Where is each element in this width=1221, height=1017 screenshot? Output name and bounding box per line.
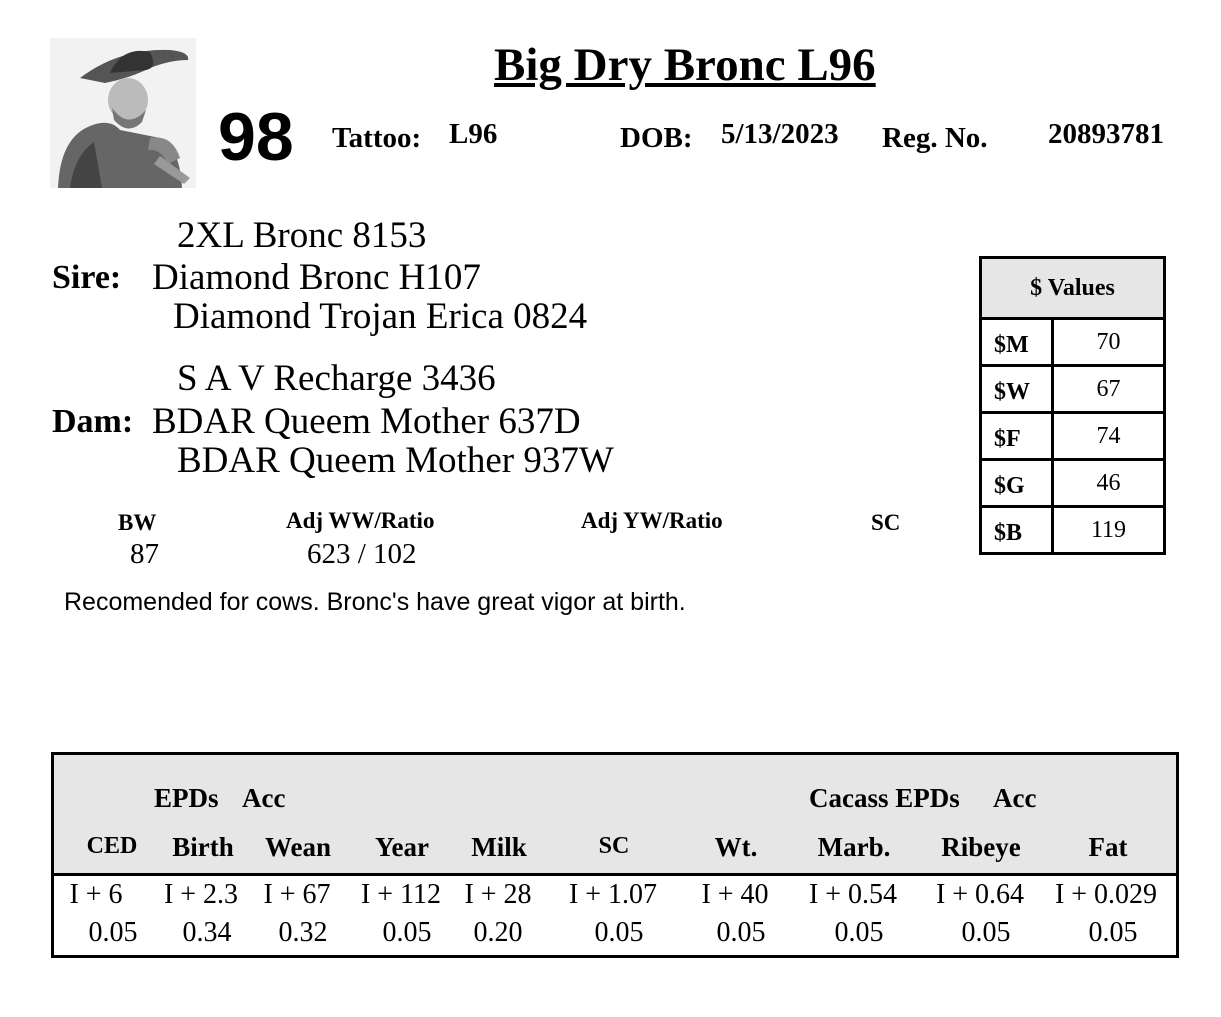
dob-label: DOB: xyxy=(620,122,693,154)
dollar-value-amount: 74 xyxy=(1053,413,1165,460)
epd-col-wean: Wean xyxy=(264,832,332,862)
tattoo-value: L96 xyxy=(449,118,498,150)
epd-accuracy: 0.05 xyxy=(834,917,884,948)
epd-value: I + 112 xyxy=(360,879,442,910)
epd-accuracy: 0.05 xyxy=(382,917,432,948)
reg-no-value: 20893781 xyxy=(1048,118,1164,150)
epd-col-sc: SC xyxy=(598,833,630,859)
sc-label: SC xyxy=(871,510,901,535)
epd-accuracy: 0.05 xyxy=(716,917,766,948)
sire-dam: Diamond Trojan Erica 0824 xyxy=(173,296,588,337)
adj-yw-label: Adj YW/Ratio xyxy=(581,508,723,533)
sire-name: Diamond Bronc H107 xyxy=(152,257,481,298)
epd-col-ribeye: Ribeye xyxy=(941,832,1021,862)
epd-table xyxy=(51,752,1179,958)
dollar-values-row xyxy=(981,366,1165,413)
epd-value: I + 1.07 xyxy=(568,879,658,910)
bw-label: BW xyxy=(118,510,157,535)
epd-value: I + 28 xyxy=(464,879,532,910)
epd-accuracy: 0.05 xyxy=(594,917,644,948)
epd-acc-label: Acc xyxy=(242,783,286,813)
epd-col-ced: CED xyxy=(86,833,138,859)
dollar-value-amount: 46 xyxy=(1053,460,1165,507)
animal-title: Big Dry Bronc L96 xyxy=(494,39,876,91)
epd-col-year: Year xyxy=(375,832,429,862)
carcass-acc-label: Acc xyxy=(993,783,1037,813)
comment-text: Recomended for cows. Bronc's have great vigor at birth. xyxy=(64,588,686,616)
dollar-value-amount: 70 xyxy=(1053,319,1165,366)
epd-accuracy: 0.05 xyxy=(88,917,138,948)
dollar-value-amount: 119 xyxy=(1053,507,1165,554)
dam-sire: S A V Recharge 3436 xyxy=(177,358,496,399)
epd-value: I + 0.64 xyxy=(935,879,1025,910)
epd-accuracy: 0.34 xyxy=(182,917,232,948)
dob-value: 5/13/2023 xyxy=(721,118,839,150)
dollar-value-name: $B xyxy=(981,507,1053,554)
epd-col-fat: Fat xyxy=(1088,832,1128,862)
epd-accuracy: 0.32 xyxy=(278,917,328,948)
sire-sire: 2XL Bronc 8153 xyxy=(177,215,427,256)
lot-number: 98 xyxy=(218,99,294,175)
dollar-value-name: $M xyxy=(981,319,1053,366)
epd-value: I + 67 xyxy=(263,879,331,910)
epd-value: I + 40 xyxy=(701,879,769,910)
epd-col-wt: Wt. xyxy=(714,832,758,862)
carcass-epd-label: Cacass EPDs xyxy=(809,783,960,813)
epd-accuracy: 0.20 xyxy=(473,917,523,948)
dollar-values-row xyxy=(981,460,1165,507)
dollar-values-row xyxy=(981,319,1165,366)
epd-accuracy: 0.05 xyxy=(1088,917,1138,948)
dollar-values-row xyxy=(981,413,1165,460)
tattoo-label: Tattoo: xyxy=(332,122,422,154)
dollar-values-title: $ Values xyxy=(981,258,1165,319)
cowboy-logo-image xyxy=(50,38,196,188)
epd-value: I + 0.029 xyxy=(1054,879,1158,910)
epd-accuracy: 0.05 xyxy=(961,917,1011,948)
reg-no-label: Reg. No. xyxy=(882,122,988,154)
bw-value: 87 xyxy=(130,538,159,570)
epd-col-birth: Birth xyxy=(172,832,234,862)
dam-label: Dam: xyxy=(52,403,134,440)
dollar-value-name: $W xyxy=(981,366,1053,413)
dollar-value-amount: 67 xyxy=(1053,366,1165,413)
epd-table-header xyxy=(54,755,1176,876)
epd-value: I + 2.3 xyxy=(163,879,239,910)
adj-ww-label: Adj WW/Ratio xyxy=(286,508,435,533)
dollar-values-table xyxy=(979,256,1166,555)
dam-dam: BDAR Queem Mother 937W xyxy=(177,440,614,481)
sire-label: Sire: xyxy=(52,259,122,296)
dollar-values-row xyxy=(981,507,1165,554)
epd-col-milk: Milk xyxy=(471,832,527,862)
epd-group-label: EPDs xyxy=(154,783,219,813)
dam-name: BDAR Queem Mother 637D xyxy=(152,401,581,442)
epd-col-marb: Marb. xyxy=(817,832,891,862)
epd-value: I + 0.54 xyxy=(808,879,898,910)
dollar-value-name: $G xyxy=(981,460,1053,507)
adj-ww-value: 623 / 102 xyxy=(307,538,417,570)
dollar-value-name: $F xyxy=(981,413,1053,460)
epd-value: I + 6 xyxy=(69,879,123,910)
